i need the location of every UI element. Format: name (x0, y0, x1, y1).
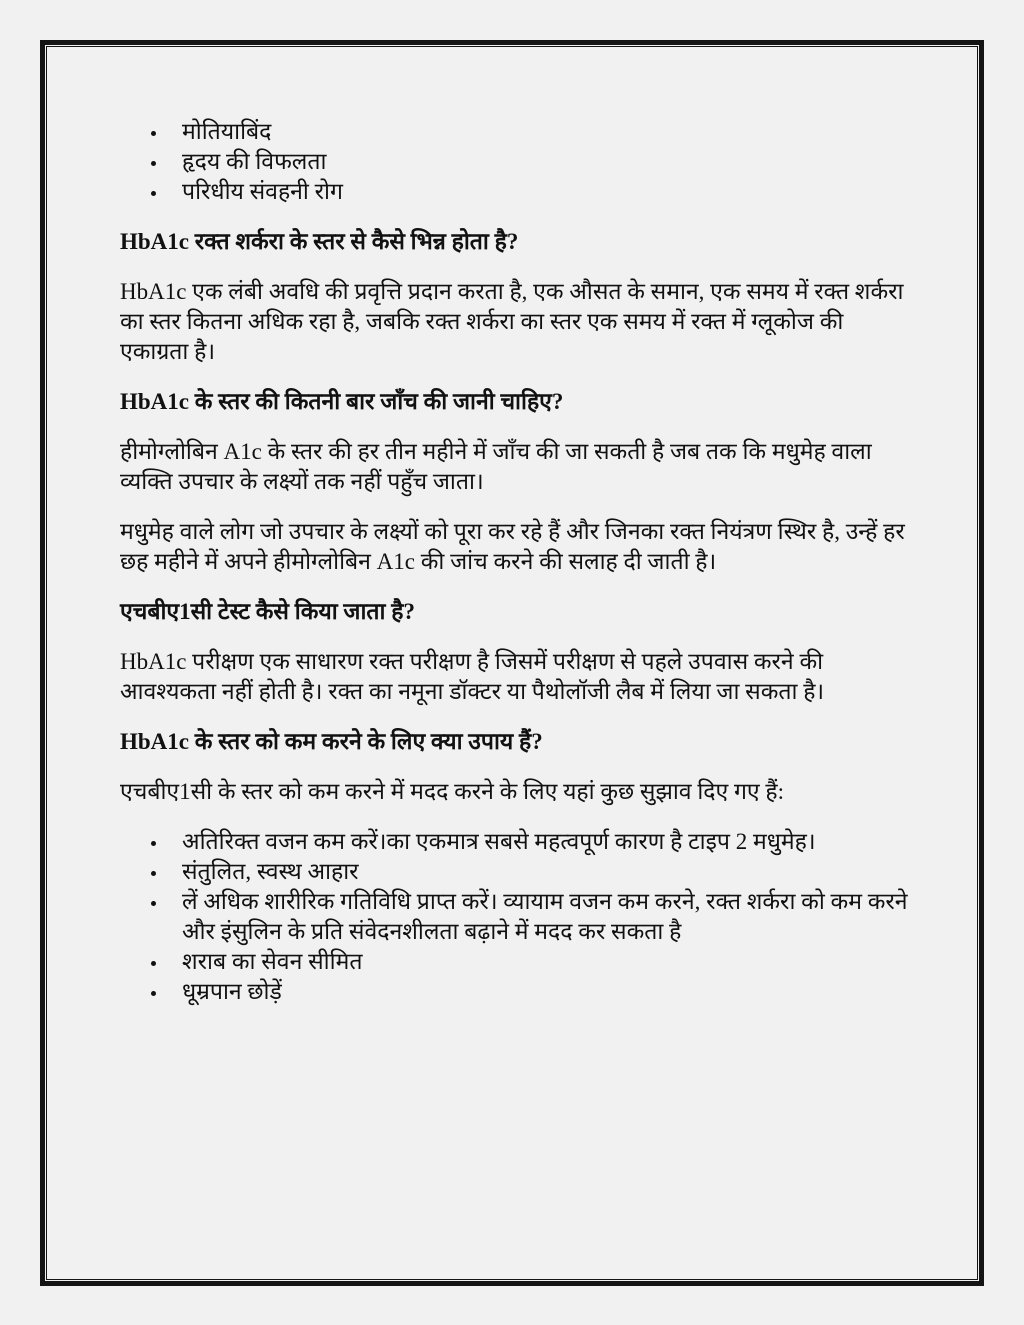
paragraph: मधुमेह वाले लोग जो उपचार के लक्ष्यों को पूरा कर रहे हैं और जिनका रक्त नियंत्रण स्थिर है, उन्हें हर छह महीने में अपने हीमोग्लोबिन A1c की जांच करने की सलाह दी जाती है। (120, 519, 905, 574)
section-heading: एचबीए1सी टेस्ट कैसे किया जाता है? (120, 599, 415, 624)
section-heading: HbA1c के स्तर को कम करने के लिए क्या उपाय हैं? (120, 729, 543, 754)
list-item: मोतियाबिंद (120, 117, 910, 147)
list-item: अतिरिक्त वजन कम करें।का एकमात्र सबसे महत्वपूर्ण कारण है टाइप 2 मधुमेह। (120, 827, 910, 857)
tips-list (120, 827, 910, 1007)
bullet-icon (151, 191, 156, 196)
list-item: लें अधिक शारीरिक गतिविधि प्राप्त करें। व्यायाम वजन कम करने, रक्त शर्करा को कम करने और इंसुलिन के प्रति संवेदनशीलता बढ़ाने में मदद कर सकता है (120, 887, 910, 947)
bullet-icon (151, 161, 156, 166)
list-item: परिधीय संवहनी रोग (120, 177, 910, 207)
bullet-icon (151, 131, 156, 136)
bullet-icon (151, 841, 156, 846)
list-item: धूम्रपान छोड़ें (120, 977, 910, 1007)
list-item: हृदय की विफलता (120, 147, 910, 177)
section-heading: HbA1c रक्त शर्करा के स्तर से कैसे भिन्न होता है? (120, 229, 519, 254)
section-heading: HbA1c के स्तर की कितनी बार जाँच की जानी चाहिए? (120, 389, 564, 414)
bullet-icon (151, 901, 156, 906)
bullet-icon (151, 961, 156, 966)
paragraph: HbA1c परीक्षण एक साधारण रक्त परीक्षण है जिसमें परीक्षण से पहले उपवास करने की आवश्यकता नहीं होती है। रक्त का नमूना डॉक्टर या पैथोलॉजी लैब में लिया जा सकता है। (120, 649, 825, 704)
document-body (120, 117, 910, 1007)
bullet-icon (151, 871, 156, 876)
paragraph: हीमोग्लोबिन A1c के स्तर की हर तीन महीने में जाँच की जा सकती है जब तक कि मधुमेह वाला व्यक्ति उपचार के लक्ष्यों तक नहीं पहुँच जाता। (120, 439, 872, 494)
paragraph: HbA1c एक लंबी अवधि की प्रवृत्ति प्रदान करता है, एक औसत के समान, एक समय में रक्त शर्करा का स्तर कितना अधिक रहा है, जबकि रक्त शर्करा का स्तर एक समय में रक्त में ग्लूकोज की एकाग्रता है। (120, 279, 904, 364)
list-item: शराब का सेवन सीमित (120, 947, 910, 977)
complications-list (120, 117, 910, 207)
list-item: संतुलित, स्वस्थ आहार (120, 857, 910, 887)
paragraph: एचबीए1सी के स्तर को कम करने में मदद करने के लिए यहां कुछ सुझाव दिए गए हैं: (120, 779, 784, 804)
bullet-icon (151, 991, 156, 996)
